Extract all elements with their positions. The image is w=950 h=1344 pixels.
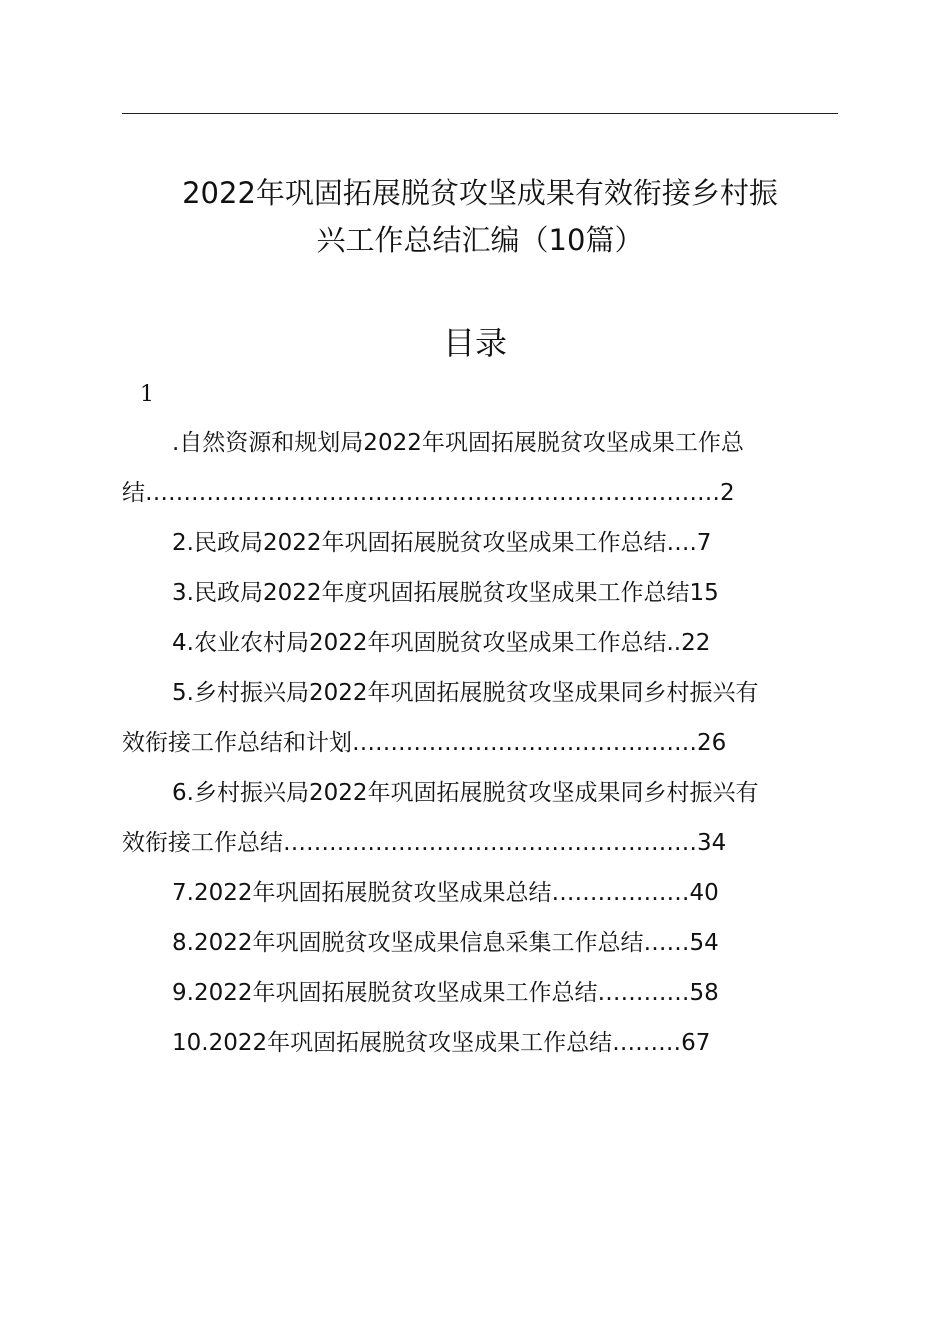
toc-item-8[interactable]: 8.2022年巩固脱贫攻坚成果信息采集工作总结……54: [172, 930, 719, 956]
toc-item-4[interactable]: 4.农业农村局2022年巩固脱贫攻坚成果工作总结..22: [172, 630, 711, 656]
toc-item-1-line-2[interactable]: 结…………………………………………………………………2: [122, 480, 735, 506]
toc-item-2[interactable]: 2.民政局2022年巩固拓展脱贫攻坚成果工作总结….7: [172, 530, 712, 556]
toc-item-9[interactable]: 9.2022年巩固拓展脱贫攻坚成果工作总结…………58: [172, 980, 719, 1006]
toc-item-10[interactable]: 10.2022年巩固拓展脱贫攻坚成果工作总结………67: [172, 1030, 711, 1056]
toc-item-5-line-1[interactable]: 5.乡村振兴局2022年巩固拓展脱贫攻坚成果同乡村振兴有: [172, 680, 759, 706]
toc-heading: 目录: [442, 324, 507, 362]
toc-item-6-line-2[interactable]: 效衔接工作总结………………………………………………34: [122, 830, 727, 856]
toc-item-6-line-1[interactable]: 6.乡村振兴局2022年巩固拓展脱贫攻坚成果同乡村振兴有: [172, 780, 759, 806]
header-rule: [122, 113, 838, 114]
document-title-line-1: 2022年巩固拓展脱贫攻坚成果有效衔接乡村振: [182, 176, 778, 210]
toc-item-7[interactable]: 7.2022年巩固拓展脱贫攻坚成果总结………………40: [172, 880, 719, 906]
toc-item-1-line-1[interactable]: .自然资源和规划局2022年巩固拓展脱贫攻坚成果工作总: [172, 430, 744, 456]
document-title: [100, 170, 860, 264]
toc-item-3[interactable]: 3.民政局2022年度巩固拓展脱贫攻坚成果工作总结15: [172, 580, 719, 606]
toc-item-1-number: 1: [140, 382, 154, 407]
toc-item-5-line-2[interactable]: 效衔接工作总结和计划………………………………………26: [122, 730, 727, 756]
document-title-line-2: 兴工作总结汇编（10篇）: [316, 223, 644, 257]
